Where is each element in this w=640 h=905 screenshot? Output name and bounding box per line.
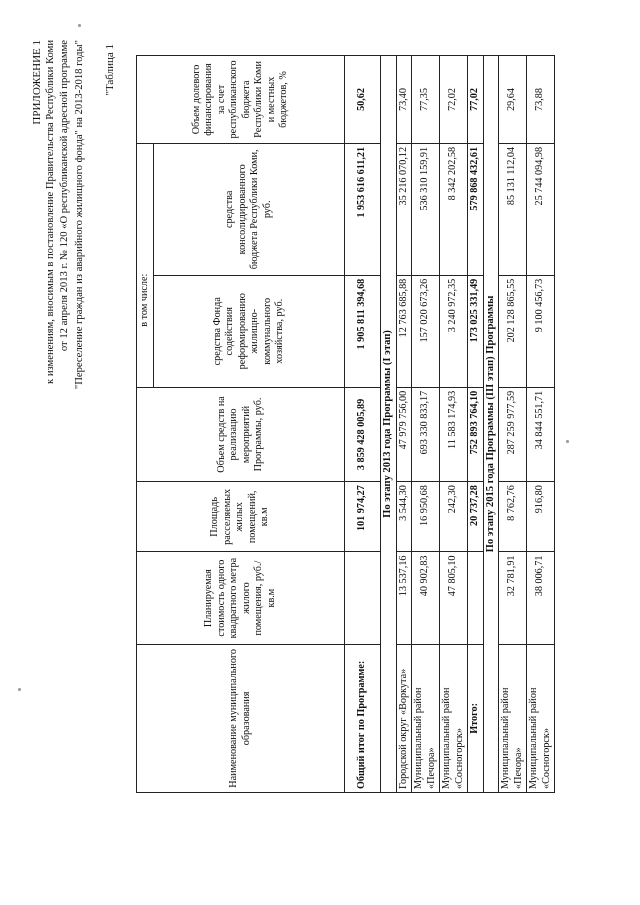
cell-area: 20 737,28 [468,482,484,552]
col-header-consolidated: средства консолидированного бюджета Республики Коми, руб. [154,143,345,275]
table-row [499,56,527,793]
header-row-1 [137,56,154,793]
cell-share: 77,02 [468,56,484,144]
col-header-name: Наименование муниципального образования [137,644,345,792]
cell-volume: 47 979 756,00 [396,387,412,481]
table-row [412,56,440,793]
cell-name: Итого: [468,644,484,792]
cell-share: 72,02 [440,56,468,144]
appendix-title: ПРИЛОЖЕНИЕ 1 [31,40,43,125]
cell-share: 73,88 [527,56,555,144]
section-row [483,56,499,793]
document-header [30,40,87,389]
table-label: "Таблица 1 [104,44,116,96]
table-row [396,56,412,793]
cell-volume: 11 583 174,93 [440,387,468,481]
col-header-in-that: в том числе: [137,143,154,387]
col-header-area: Площадь расселяемых жилых помещений, кв.м [137,482,345,552]
table-row [440,56,468,793]
total-volume: 3 859 428 005,89 [345,387,381,481]
total-name: Общий итог по Программе: [345,644,381,792]
header-line-2: к изменениям, вносимым в постановление Правительства Республики Коми [45,40,57,384]
cell-cost: 13 537,16 [396,552,412,644]
table-body [345,56,555,793]
cell-name: Муниципальный район «Сосногорск» [527,644,555,792]
col-header-volume: Объем средств на реализацию мероприятий Программы, руб. [137,387,345,481]
cell-fund: 202 128 865,55 [499,275,527,387]
cell-fund: 9 100 456,73 [527,275,555,387]
cell-volume: 287 259 977,59 [499,387,527,481]
cell-consolidated: 25 744 094,98 [527,143,555,275]
cell-cost [468,552,484,644]
cell-cost: 47 805,10 [440,552,468,644]
total-cost [345,552,381,644]
cell-area: 242,30 [440,482,468,552]
cell-consolidated: 579 868 432,61 [468,143,484,275]
col-header-share: Объем долевого финансирования за счет республиканского бюджета Республики Коми и местных бюджетов, % [137,56,345,144]
scan-speck [78,24,81,27]
cell-consolidated: 85 131 112,04 [499,143,527,275]
subtotal-row [468,56,484,793]
cell-area: 916,80 [527,482,555,552]
cell-fund: 12 763 685,88 [396,275,412,387]
cell-name: Муниципальный район «Печора» [499,644,527,792]
col-header-fund: средства Фонда содействия реформированию жилищно-коммунального хозяйства, руб. [154,275,345,387]
cell-consolidated: 35 216 070,12 [396,143,412,275]
section-row [381,56,397,793]
total-row [345,56,381,793]
cell-name: Муниципальный район «Печора» [412,644,440,792]
program-table [136,55,555,793]
cell-consolidated: 536 310 159,91 [412,143,440,275]
total-share: 50,62 [345,56,381,144]
header-line-3: от 12 апреля 2013 г. № 120 «О республиканской адресной программе [59,40,71,352]
table-row [527,56,555,793]
cell-volume: 693 330 833,17 [412,387,440,481]
cell-share: 77,35 [412,56,440,144]
total-consolidated: 1 953 616 611,21 [345,143,381,275]
cell-share: 73,40 [396,56,412,144]
col-header-cost: Планируемая стоимость одного квадратного метра жилого помещения, руб./кв.м [137,552,345,644]
section-title: По этапу 2015 года Программы (III этап) Программы [483,56,499,793]
cell-cost: 38 006,71 [527,552,555,644]
scan-speck [566,440,569,443]
cell-area: 16 950,68 [412,482,440,552]
cell-area: 3 544,30 [396,482,412,552]
cell-volume: 34 844 551,71 [527,387,555,481]
total-fund: 1 905 811 394,68 [345,275,381,387]
total-area: 101 974,27 [345,482,381,552]
cell-area: 8 762,76 [499,482,527,552]
cell-fund: 3 240 972,35 [440,275,468,387]
cell-cost: 40 902,83 [412,552,440,644]
cell-name: Городской округ «Воркута» [396,644,412,792]
cell-fund: 157 020 673,26 [412,275,440,387]
scan-speck [18,688,21,691]
cell-consolidated: 8 342 202,58 [440,143,468,275]
cell-share: 29,64 [499,56,527,144]
cell-volume: 752 893 764,10 [468,387,484,481]
cell-name: Муниципальный район «Сосногорск» [440,644,468,792]
header-line-4: "Переселение граждан из аварийного жилищного фонда" на 2013-2018 годы" [73,40,85,390]
section-title: По этапу 2013 года Программы (I этап) [381,56,397,793]
cell-fund: 173 025 331,49 [468,275,484,387]
cell-cost: 32 781,91 [499,552,527,644]
